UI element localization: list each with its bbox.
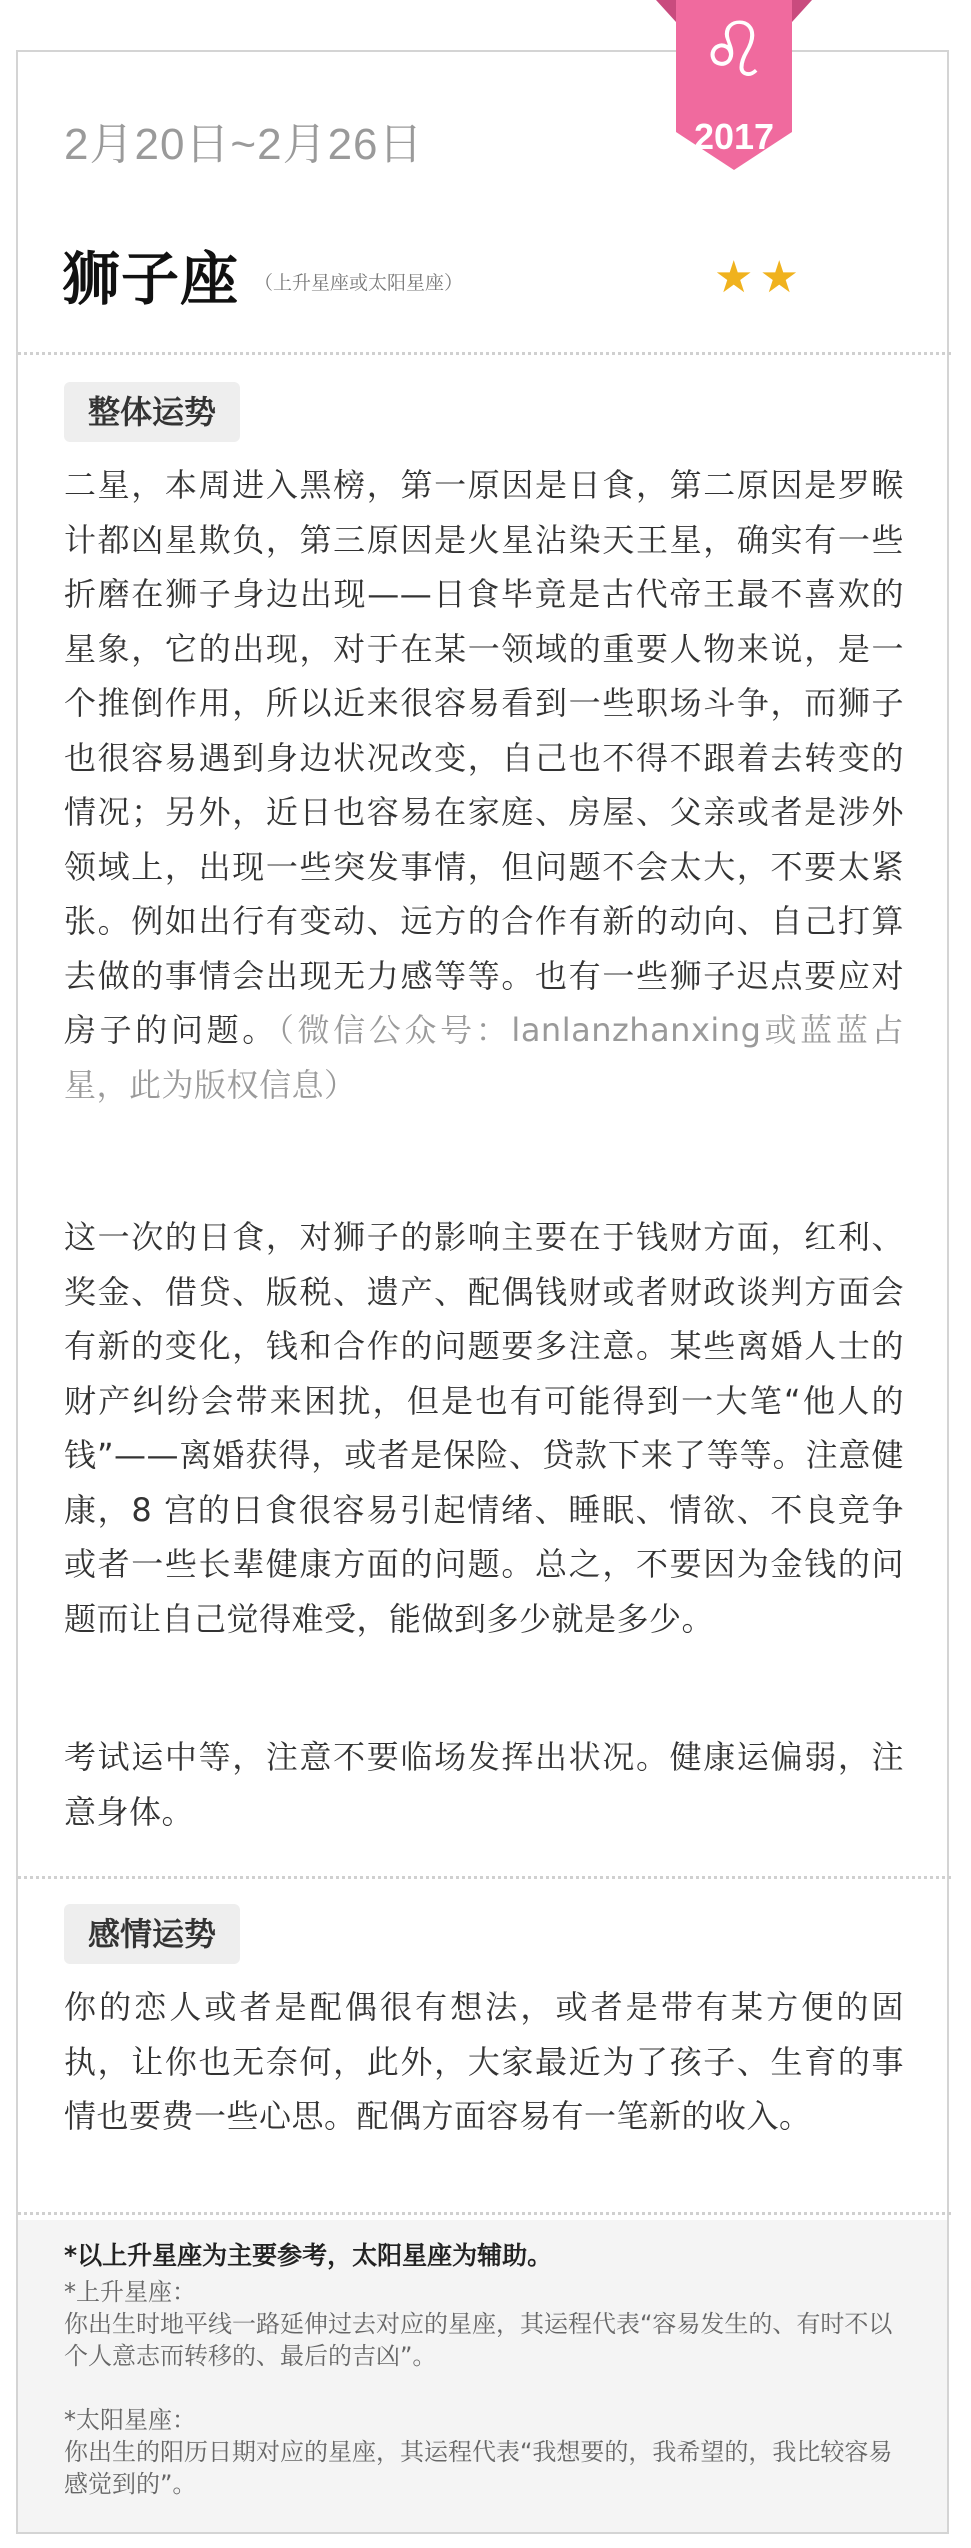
section-tag-love: 感情运势 <box>64 1904 240 1964</box>
sign-title: 狮子座 <box>62 245 240 313</box>
copyright-note: （微信公众号：lanlanzhanxing或蓝蓝占星，此为版权信息） <box>64 1011 904 1104</box>
love-paragraph: 你的恋人或者是配偶很有想法，或者是带有某方便的固执，让你也无奈何，此外，大家最近为了孩子、生育的事情也要费一些心思。配偶方面容易有一笔新的收入。 <box>64 1988 904 2135</box>
sun-label: *太阳星座： <box>64 2406 196 2434</box>
zodiac-year-badge <box>656 0 812 170</box>
badge-year: 2017 <box>693 116 775 157</box>
date-range: 2月20日~2月26日 <box>64 120 424 169</box>
leo-symbol-icon: ♌ <box>699 5 769 94</box>
footnote-headline: *以上升星座为主要参考，太阳星座为辅助。 <box>64 2241 553 2270</box>
sun-description: 你出生的阳历日期对应的星座，其运程代表“我想要的，我希望的，我比较容易感觉到的”。 <box>64 2438 893 2498</box>
rating-stars: ★★ <box>714 252 805 303</box>
divider <box>18 352 951 355</box>
overall-paragraph-1-main: 二星，本周进入黑榜，第一原因是日食，第二原因是罗睺计都凶星欺负，第三原因是火星沾染天王星，确实有一些折磨在狮子身边出现——日食毕竟是古代帝王最不喜欢的星象，它的出现，对于在某一领域的重要人物来说，是一个推倒作用，所以近来很容易看到一些职场斗争，而狮子也很容易遇到身边状况改变，自己也不得不跟着去转变的情况；另外，近日也容易在家庭、房屋、父亲或者是涉外领域上，出现一些突发事情，但问题不会太大，不要太紧张。例如出行有变动、远方的合作有新的动向、自己打算去做的事情会出现无力感等等。也有一些狮子迟点要应对房子的问题。 <box>64 466 904 1049</box>
overall-paragraph-1 <box>64 458 904 1112</box>
rising-label: *上升星座： <box>64 2278 196 2306</box>
section-tag-overall: 整体运势 <box>64 382 240 442</box>
overall-paragraph-2: 这一次的日食，对狮子的影响主要在于钱财方面，红利、奖金、借贷、版税、遗产、配偶钱财或者财政谈判方面会有新的变化，钱和合作的问题要多注意。某些离婚人士的财产纠纷会带来困扰，但是也有可能得到一大笔“他人的钱”——离婚获得，或者是保险、贷款下来了等等。注意健康，8 宫的日食很容易引起情绪、睡眠、情欲、不良竞争或者一些长辈健康方面的问题。总之，不要因为金钱的问题而让自己觉得难受，能做到多少就是多少。 <box>64 1218 904 1638</box>
overall-paragraph-3: 考试运中等，注意不要临场发挥出状况。健康运偏弱，注意身体。 <box>64 1738 904 1831</box>
sign-subtitle: （上升星座或太阳星座） <box>254 272 464 294</box>
divider <box>18 1876 951 1879</box>
rising-description: 你出生时地平线一路延伸过去对应的星座，其运程代表“容易发生的、有时不以个人意志而转移的、最后的吉凶”。 <box>64 2310 893 2370</box>
divider <box>18 2212 951 2215</box>
